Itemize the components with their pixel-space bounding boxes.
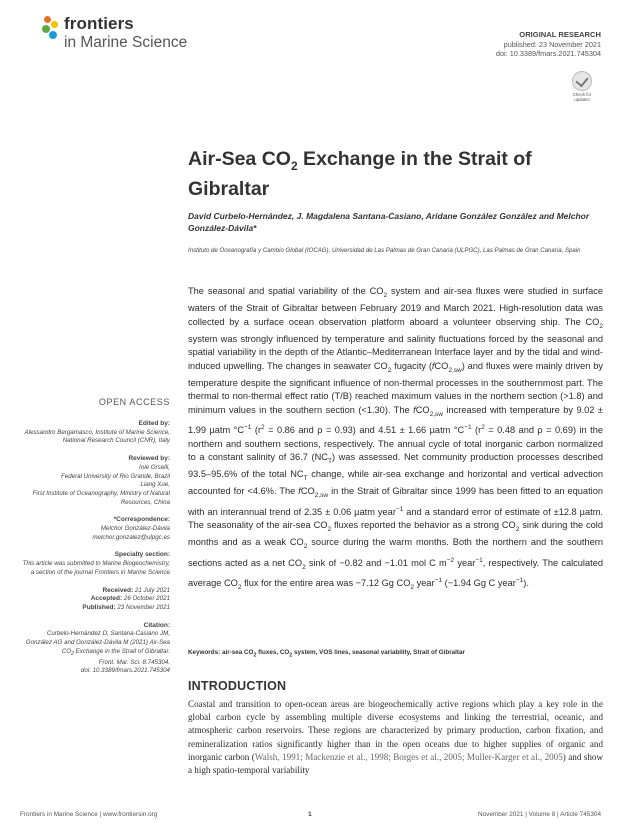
article-title: Air-Sea $CO_2$ Exchange in the Strait of Gibraltar xyxy=(188,148,532,200)
correspondence-label: *Correspondence: xyxy=(113,516,170,524)
reviewer-name: Iole Orselli, xyxy=(139,463,170,471)
specialty-text: This article was submitted to Marine Biogeochemistry, a section of the journal Frontiers in Marine Science xyxy=(22,560,170,576)
frontiers-logo-icon xyxy=(40,16,60,42)
introduction-paragraph: Coastal and transition to open-ocean areas are biogeochemically active regions which play a key role in the global carbon cycle by assembling multiple diverse ecosystems and linking the terrestrial, oceanic, and atmospheric carbon reservoirs. These regions are characterized by primary production, carbon fixation, and remineralization ratios significantly higher than in the open oceans due to higher supplies of organic and inorganic carbon (Walsh, 1991; Mackenzie et al., 1998; Borges et al., 2005; Muller-Karger et al., 2005) and show a high spatio-temporal variability xyxy=(188,699,604,776)
citation-journal: Front. Mar. Sci. 8:745304. xyxy=(98,658,170,666)
published-date: published: 23 November 2021 xyxy=(503,39,601,49)
correspondence-email[interactable]: melchor.gonzalez@ulpgc.es xyxy=(92,533,170,541)
keywords: Keywords: air-sea $CO_2$ fluxes, $CO_2$ system, VOS lines, seasonal variability, Strait of Gibraltar xyxy=(188,649,465,659)
reviewed-by-label: Reviewed by: xyxy=(128,455,170,463)
reviewer-affiliation: Federal University of Rio Grande, Brazil xyxy=(60,472,170,480)
citation-text: Curbelo-Hernández D, Santana-Casiano JM, González AG and González-Dávila M (2021) Air-Sea $CO_2$ Exchange in the Strait of Gibraltar. xyxy=(25,630,170,657)
journal-logo xyxy=(40,14,220,62)
citation-doi[interactable]: doi: 10.3389/fmars.2021.745304 xyxy=(80,667,170,675)
logo-journal-name: in Marine Science xyxy=(64,34,188,51)
abstract: The seasonal and spatial variability of the $CO_2$ system and air-sea fluxes were studied in surface waters of the Strait of Gibraltar between February 2019 and March 2021. High-resolution data was collected by a surface ocean observation platform aboard a volunteer observing ship. The $CO_2$ system was strongly influenced by temperature and salinity fluctuations forced by the seasonal and spatial variability in the depth of the Atlantic–Mediterranean Interface layer and by the tidal and wind-induced upwelling. The changes in seawater $CO_2$ fugacity (fCO$_{2,sw}$) and fluxes were mainly driven by temperature despite the significant influence of non-thermal processes in the southernmost part. The thermal to non-thermal effect ratio (T/B) reached maximum values in the northern section (>1.8) and minimum values in the southern section (<1.30). The fCO$_{2,sw}$ increased with temperature by 9.02 ± 1.99 µatm $^\circ C^{-1}$ ($r^2 = 0.86$ and ρ = 0.93) and 4.51 ± 1.66 µatm $^\circ C^{-1}$ ($r^2 = 0.48$ and ρ = 0.69) in the northern and southern sections, respectively. The annual cycle of total inorganic carbon normalized to a constant salinity of 36.7 $(NC_T)$ was assessed. Net community production processes described 93.5–95.6% of the total $NC_T$ change, while air-sea exchange and horizontal and vertical advection accounted for <4.6%. The fCO$_{2,sw}$ in the Strait of Gibraltar since 1999 has been fitted to an equation with an interannual trend of 2.35 ± 0.06 µatm year$^{-1}$ and a standard error of estimate of ±12.8 µatm. The seasonality of the air-sea $CO_2$ fluxes reported the behavior as a strong $CO_2$ sink during the cold months and as a weak $CO_2$ source during the warm months. Both the northern and the southern sections acted as a net $CO_2$ sink of −0.82 and −1.01 mol C $m^{-2}$ year$^{-1}$, respectively. The calculated average $CO_2$ flux for the entire area was −7.12 Gg $CO_2$ year$^{-1}$ (−1.94 Gg C year$^{-1}$). xyxy=(188,286,604,591)
footer-journal-link[interactable]: Frontiers in Marine Science | www.frontiersin.org xyxy=(20,811,158,818)
accepted-date: Accepted: 26 October 2021 xyxy=(90,595,170,603)
reviewer-affiliation: First Institute of Oceanography, Ministry of Natural Resources, China xyxy=(32,489,170,506)
sidebar-editors xyxy=(20,420,170,676)
section-heading-introduction: INTRODUCTION xyxy=(188,679,287,693)
article-doi[interactable]: doi: 10.3389/fmars.2021.745304 xyxy=(495,49,601,59)
received-date: Received: 21 July 2021 xyxy=(102,586,170,594)
article-meta xyxy=(496,30,601,59)
reviewer-name: Liang Xue, xyxy=(140,481,170,489)
article-type: ORIGINAL RESEARCH xyxy=(519,30,601,39)
footer-volume-info: November 2021 | Volume 8 | Article 745304 xyxy=(477,811,601,818)
check-updates-label: Check for updates xyxy=(572,92,592,102)
affiliation: Instituto de Oceanografía y Cambio Global (IOCAG), Universidad de Las Palmas de Gran Canaria (ULPGC), Las Palmas de Gran Canaria, Spain xyxy=(188,247,581,254)
check-for-updates-button[interactable] xyxy=(569,71,595,101)
correspondence-name: Melchor González-Dávila xyxy=(100,525,170,533)
edited-by-label: Edited by: xyxy=(138,420,170,427)
published-date-sidebar: Published: 23 November 2021 xyxy=(82,603,170,611)
citation-link[interactable]: Walsh, 1991; Mackenzie et al., 1998; Borges et al., 2005; Muller-Karger et al., 2005 xyxy=(254,751,563,762)
author-list: David Curbelo-Hernández, J. Magdalena Santana-Casiano, Aridane González González and Melchor González-Dávila* xyxy=(188,211,590,233)
check-icon xyxy=(572,71,592,91)
citation-label: Citation: xyxy=(143,621,170,629)
editor: Alessandro Bergamasco, Institute of Marine Science, National Research Council (CNR), Italy xyxy=(24,428,170,445)
logo-brand: frontiers xyxy=(64,14,134,33)
specialty-label: Specialty section: xyxy=(114,551,170,559)
page-number: 1 xyxy=(308,811,312,818)
open-access-label: OPEN ACCESS xyxy=(98,397,170,407)
